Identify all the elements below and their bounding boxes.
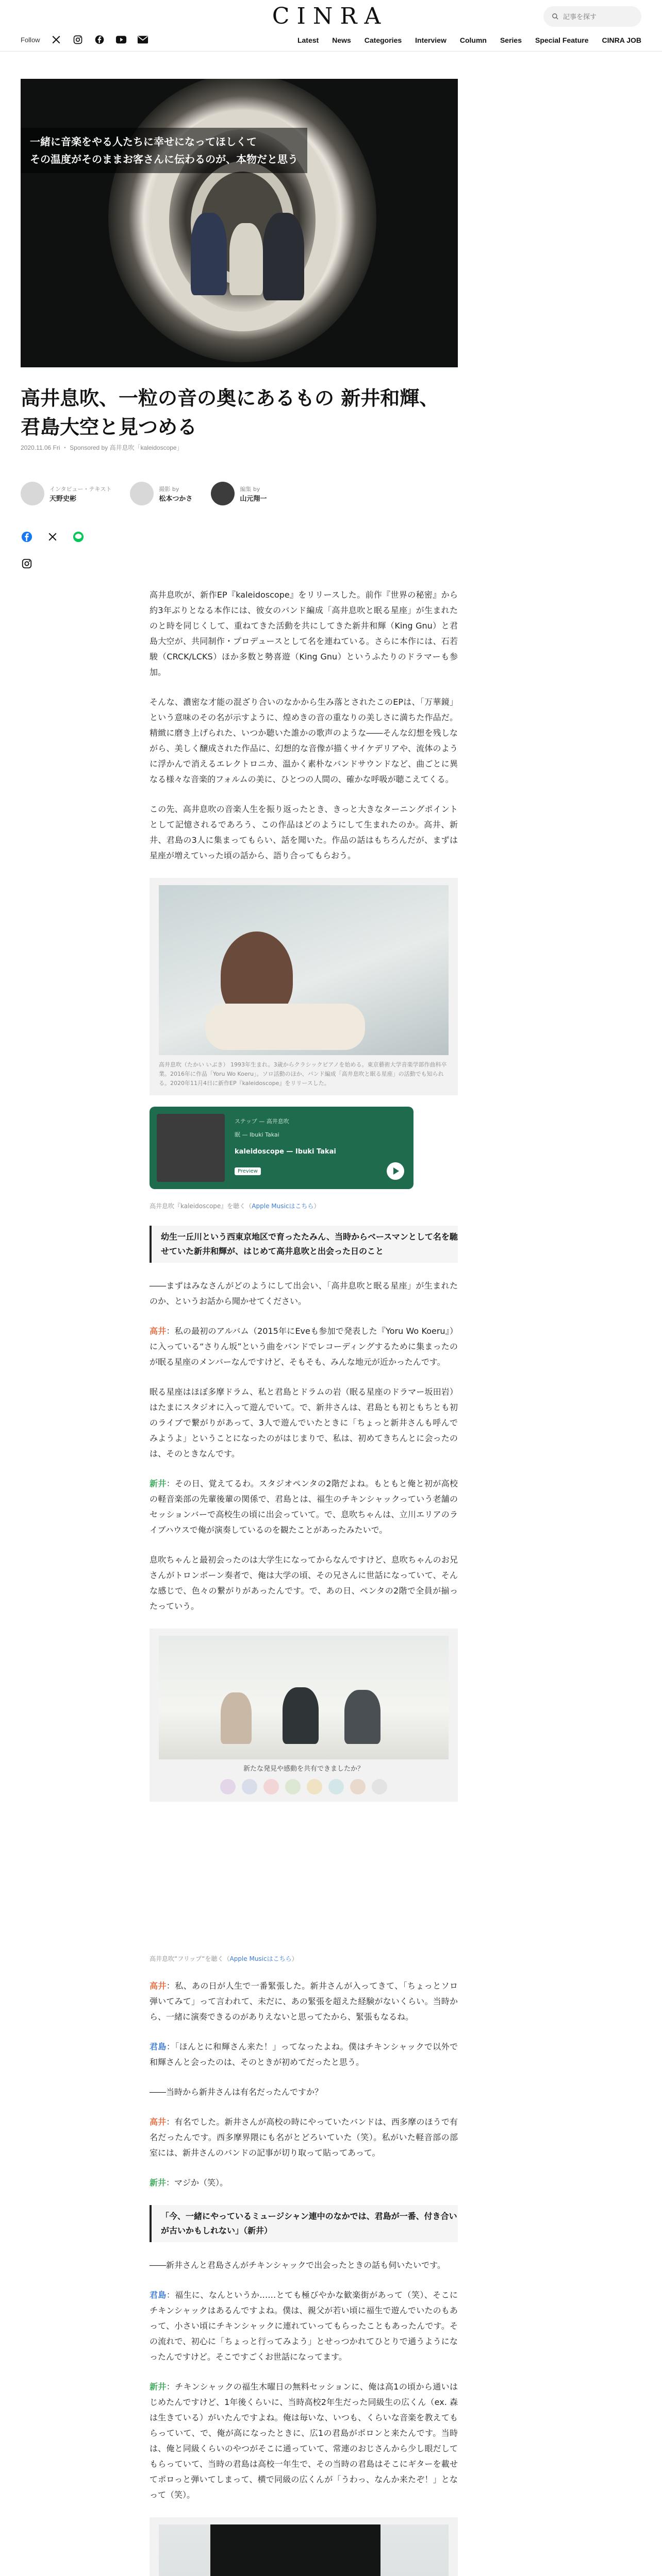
poll-question: 新たな発見や感動を共有できましたか？	[243, 1765, 364, 1773]
reaction-option[interactable]	[328, 1779, 344, 1794]
hero-caption-line2: その温度がそのままお客さんに伝わるのが、本物だと思う	[30, 153, 298, 165]
avatar	[211, 482, 235, 505]
photo-block	[150, 2517, 458, 2576]
paragraph: ――当時から新井さんは有名だったんですか？	[150, 2087, 323, 2097]
paragraph	[150, 1476, 458, 1538]
follow-row	[21, 34, 148, 45]
paragraph: この先、高井息吹の音楽人生を振り返ったとき、きっと大きなターニングポイントとして記憶されるであろう、この作品はどのようにして生まれたのか。高井、新井、君島の3人に集まってもらい、話を聞いた。作品の話はもちろんだが、まずは星座が増えていった頃の話から、語り合ってもらおう。	[150, 804, 458, 860]
credit-role: 編集 by	[240, 485, 260, 493]
paragraph	[150, 1978, 458, 2025]
speaker-arai: 新井	[150, 2178, 167, 2188]
x-icon[interactable]	[51, 34, 62, 45]
speaker-kimishima: 君島	[150, 2042, 167, 2052]
speaker-takai: 高井	[150, 2117, 167, 2127]
paragraph	[150, 2175, 458, 2191]
hero-person	[229, 223, 263, 295]
x-icon[interactable]	[46, 531, 59, 543]
photo-block	[150, 878, 458, 1095]
embed-spacer	[150, 1813, 458, 1942]
artist-photo	[159, 885, 449, 1055]
speaker-takai: 高井	[150, 1981, 167, 1991]
paragraph: 息吹ちゃんと最初会ったのは大学生になってからなんですけど、息吹ちゃんのお兄さんがトロンボーン奏者で、俺は大学の頃、その兄さんに世話になっていて、そんな感じで、色々の繋がりがあったんです。で、あの日、ペンタの2階で全員が揃ったっていう。	[150, 1555, 458, 1611]
album-art	[157, 1114, 225, 1182]
instagram-icon[interactable]	[21, 557, 33, 570]
reaction-poll	[159, 1779, 449, 1794]
credit-role: インタビュー・テキスト	[49, 485, 112, 493]
paragraph-text: ：福生に、なんというか……とても極びやかな歓楽街があって（笑）、そこにチキンシャックはあるんですよね。僕は、親父が若い頃に福生で遊んでいたのもあって、小さい頃にチキンシャックに連れていってもらったこともあったんです。その流れで、初心に「ちょっと行ってみよう」とせっつかれてひとりで通うようになったんですけど。そこですごくお世話になってます。	[150, 2290, 458, 2362]
share-buttons	[21, 531, 85, 543]
nav-categories[interactable]: Categories	[364, 36, 402, 44]
facebook-icon[interactable]	[94, 34, 105, 45]
facebook-icon[interactable]	[21, 531, 33, 543]
portrait-dark-panel	[210, 2524, 380, 2576]
reaction-option[interactable]	[285, 1779, 301, 1794]
speaker-kimishima: 君島	[150, 2290, 167, 2300]
paragraph	[150, 2287, 458, 2365]
hero-caption	[21, 128, 307, 173]
article-title: 高井息吹、一粒の音の奥にあるもの 新井和輝、君島大空と見つめる	[21, 387, 439, 438]
share-buttons-row2	[21, 557, 33, 570]
article-body	[150, 587, 458, 2576]
speaker-takai: 高井	[150, 1326, 167, 1336]
source-text: 高井息吹『kaleidoscope』を聴く（	[150, 1202, 252, 1210]
reaction-option[interactable]	[307, 1779, 322, 1794]
nav-special-feature[interactable]: Special Feature	[535, 36, 589, 44]
section-heading-text: 幼生一丘川という西東京地区で育ったたみん、当時からベースマンとして名を馳せていた新井和輝が、はじめて高井息吹と出会った日のこと	[161, 1232, 458, 1256]
youtube-icon[interactable]	[115, 34, 127, 45]
nav-interview[interactable]: Interview	[415, 36, 446, 44]
main-nav	[297, 36, 641, 44]
spotify-track-list	[235, 1117, 289, 1139]
paragraph	[150, 2114, 458, 2161]
section-heading	[150, 2205, 458, 2242]
paragraph-text: ：マジか（笑）。	[166, 2178, 228, 2188]
speaker-arai: 新井	[150, 1479, 167, 1488]
track-item[interactable]: ステップ — 高井息吹	[235, 1118, 289, 1125]
nav-latest[interactable]: Latest	[297, 36, 319, 44]
reaction-option[interactable]	[220, 1779, 236, 1794]
search-box[interactable]	[543, 6, 641, 27]
band-photo	[159, 1636, 449, 1759]
paragraph-text: ：チキンシャックの福生木曜日の無料セッションに、俺は高1の頃から通いはじめたんですけど、1年後くらいに、当時高校2年生だった同級生の広くん（ex. 森は生きている）がいたんですよね。俺は毎いな、いつも、くらいな音楽を教えてもらっていて、で、俺が高になったときに、広1の君島がポロンと来たんです。当時は、俺と同級くらいのやつがそこに通っていて、常連のおじさんから少し眼だしてもらっていて、当時の君島は高校一年生で、その当時の君島はそこにギターを載せてポロっと弾いてしまって、横で同級の広くんが「うわっ、なんか来たぞ！」となって（笑）。	[150, 2382, 458, 2500]
apple-music-link[interactable]: Apple Musicはこちら	[252, 1202, 314, 1210]
site-logo[interactable]	[272, 3, 388, 29]
band-member	[344, 1690, 380, 1744]
reaction-option[interactable]	[263, 1779, 279, 1794]
line-icon[interactable]	[72, 531, 85, 543]
reaction-option[interactable]	[350, 1779, 366, 1794]
logo-text: CINRA	[272, 3, 388, 29]
search-input[interactable]	[563, 13, 635, 21]
artist-figure-body	[205, 1004, 365, 1050]
avatar	[130, 482, 154, 505]
article-credits	[21, 482, 267, 505]
reaction-option[interactable]	[242, 1779, 257, 1794]
nav-column[interactable]: Column	[459, 36, 487, 44]
credit-photographer[interactable]	[130, 482, 192, 505]
paragraph-text: ：私、あの日が人生で一番緊張した。新井さんが入ってきて、「ちょっとソロ弾いてみて」って言われて、未だに、あの緊張を超えた経験がないくらい。当時から、一緒に演奏できるのがありえないと思ってたから、緊張もなるね。	[150, 1981, 458, 2022]
paragraph	[150, 1324, 458, 1370]
credit-name: 天野史彬	[49, 495, 77, 503]
band-member	[283, 1687, 319, 1744]
paragraph: 高井息吹が、新作EP『kaleidoscope』をリリースした。前作『世界の秘密』から約3年ぶりとなる本作には、彼女のバンド編成「高井息吹と眠る星座」が生まれたのと時を同じくして、重ねてきた活動を共にしてきた新井和輝（King Gnu）と君島大空が、共同制作・プロデュースとして名を連ねている。さらに本作には、石若駿（CRCK/LCKS）ほか多数と勢喜遊（King Gnu）というふたりのドラマーも参加。	[150, 590, 458, 677]
nav-news[interactable]: News	[332, 36, 351, 44]
source-text: 高井息吹“フリップ“を聴く（	[150, 1955, 230, 1962]
nav-cinra-job[interactable]: CINRA JOB	[602, 36, 641, 44]
paragraph: そんな、濃密な才能の混ざり合いのなかから生み落とされたこのEPは、「万華鏡」という意味のその名が示すように、煌めきの音の重なりの美しさに満ちた作品だ。精緻に磨き上げられた、いつか聴いた誰かの歌声のような――そんな幻想を残しながら、美しく醸成された作品に、幻想的な音像が描くサイケデリアや、流体のように浮かんで消えるエレクトロニカ、温かく素朴なバンドサウンドなど、曲ごとに異なる様々な音楽的フォルムの美に、ひとつの人間の、確かな呼吸が聴こえてくる。	[150, 697, 458, 784]
nav-series[interactable]: Series	[500, 36, 522, 44]
article-meta: 2020.11.06 Fri ・ Sponsored by 高井息吹「kaleidoscope」	[21, 444, 183, 451]
search-icon	[552, 13, 559, 20]
spotify-preview-badge: Preview	[235, 1167, 261, 1175]
instagram-icon[interactable]	[72, 34, 84, 45]
hero-person	[263, 213, 304, 300]
credit-name: 松本つかさ	[159, 495, 193, 503]
source-note	[150, 1954, 458, 1963]
paragraph-text: ：その日、覚えてるわ。スタジオペンタの2階だよね。もともと俺と初が高校の軽音楽部の先輩後輩の関係で、君島とは、福生のチキンシャックっていう老舗のセッションバーで高校生の頃に出会っていて。で、息吹ちゃんは、立川エリアのライブハウスで俺が演奏しているのを観たことがあったみたいで。	[150, 1479, 458, 1535]
play-button[interactable]	[387, 1162, 404, 1180]
paragraph: ――まずはみなさんがどのようにして出会い、「高井息吹と眠る星座」が生まれたのか、というお話から聞かせてください。	[150, 1281, 458, 1306]
avatar	[21, 482, 44, 505]
paragraph-text: ：私の最初のアルバム（2015年にEveも参加で発表した『Yoru Wo Koeru』）に入っている“さりん坂”という曲をバンドでレコーディングするために集まったのが眠る星座のメンバーなんですけど、そもそも、みんな地元が近かったんです。	[150, 1326, 458, 1367]
speaker-arai: 新井	[150, 2382, 167, 2392]
credit-name: 山元翔一	[240, 495, 267, 503]
credit-role: 撮影 by	[159, 485, 179, 493]
section-heading	[150, 1226, 458, 1263]
play-icon	[387, 1162, 404, 1180]
hero-person	[191, 213, 227, 295]
paragraph-text: ：有名でした。新井さんが高校の時にやっていたバンドは、西多摩のほうで有名だったんです。西多摩界隈にも名がとどろいていた（笑）。私がいた軽音部の部室には、新井さんのバンドの記事が切り取って貼ってあって。	[150, 2117, 458, 2158]
band-member	[221, 1692, 252, 1744]
hero-caption-line1: 一緒に音楽をやる人たちに幸せになってほしくて	[30, 135, 257, 148]
source-note	[150, 1201, 458, 1210]
reaction-option[interactable]	[372, 1779, 387, 1794]
hero-image	[21, 79, 458, 367]
paragraph	[150, 2379, 458, 2503]
site-header	[0, 0, 662, 52]
spotify-embed[interactable]	[150, 1107, 413, 1189]
follow-label: Follow	[21, 36, 40, 44]
paragraph: ――新井さんと君島さんがチキンシャックで出会ったときの話も伺いたいです。	[150, 2260, 445, 2270]
portrait-photo	[159, 2524, 449, 2576]
source-text-end: ）	[313, 1202, 320, 1210]
credit-writer[interactable]	[21, 482, 111, 505]
photo-block	[150, 1629, 458, 1802]
apple-music-link[interactable]: Apple Musicはこちら	[229, 1955, 292, 1962]
photo-caption: 高井息吹（たかい いぶき） 1993年生まれ。3歳からクラシックピアノを始める。東京藝術大学音楽学部作曲科卒業。2016年に作品「Yoru Wo Koeru」。ソロ活動のほか、バンド編成「高井息吹と眠る星座」の活動でも知られる。2020年11月4日に新作EP『kaleidoscope』をリリースした。	[159, 1061, 447, 1087]
paragraph-text: ：「ほんとに和輝さん来た！」ってなったよね。僕はチキンシャックで以外で和輝さんと会ったのは、そのときが初めてだったと思う。	[150, 2042, 458, 2067]
track-item[interactable]: 眠 — Ibuki Takai	[235, 1131, 279, 1138]
paragraph	[150, 2039, 458, 2070]
section-heading-text: 「今、一緒にやっているミュージシャン連中のなかでは、君島が一番、付き合いが古いかもしれない」（新井）	[161, 2211, 457, 2235]
spotify-album-title: kaleidoscope — Ibuki Takai	[235, 1148, 336, 1156]
paragraph: 眠る星座はほぼ多摩ドラム、私と君島とドラムの岩（眠る星座のドラマー坂田岩）はたまにスタジオに入って遊んでいて。で、新井さんは、君島とも初ともちとも初のライブで繋がりがあって、3人で遊んでいたときに「ちょっと新井さんも呼んでみようよ」ということになったのがはじまりで、私は、初めてきちんとに会ったのは、そのときなんです。	[150, 1387, 458, 1459]
credit-editor[interactable]	[211, 482, 267, 505]
source-text-end: ）	[291, 1955, 298, 1962]
mail-icon[interactable]	[137, 34, 148, 45]
